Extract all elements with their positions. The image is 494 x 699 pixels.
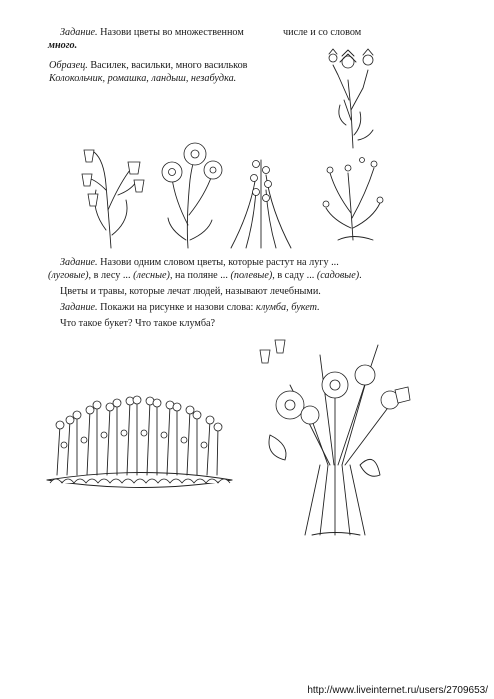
lily-of-the-valley-illustration [226, 150, 296, 250]
answer-field: (полевые) [230, 270, 273, 281]
task2-forest-prompt: , в лесу ... [88, 270, 131, 281]
task1-line1 [60, 27, 244, 39]
task3-line [60, 302, 320, 314]
task1-word: много. [48, 40, 78, 51]
task3-label: Задание. [60, 302, 98, 313]
task2-line2 [48, 270, 362, 282]
task3-words: клумба, букет. [255, 302, 320, 313]
chamomile-illustration [150, 140, 230, 250]
example-words: Колокольчик, ромашка, ландыш, незабудка. [49, 73, 237, 84]
task2-text: Назови одним словом цветы, которые растут на лугу ... [100, 257, 339, 268]
flowerbed-illustration [42, 395, 237, 500]
task2-line1 [60, 257, 339, 269]
bellflower-illustration [76, 140, 151, 250]
task2-end: . [359, 270, 362, 281]
task2-garden-prompt: , в саду ... [272, 270, 315, 281]
task2-label: Задание. [60, 257, 98, 268]
task2-field-prompt: , на поляне ... [169, 270, 228, 281]
medicinal-line: Цветы и травы, которые лечат людей, называют лечебными. [60, 286, 321, 297]
task1-text-b: числе и со словом [283, 27, 362, 38]
example-line1 [49, 60, 248, 72]
forget-me-not-illustration [318, 148, 393, 243]
task3-text: Покажи на рисунке и назови слова: [100, 302, 254, 313]
example-label: Образец. [49, 60, 88, 71]
answer-garden: (садовые) [316, 270, 360, 281]
bouquet-illustration [250, 325, 420, 540]
question-line: Что такое букет? Что такое клумба? [60, 318, 216, 329]
source-url: http://www.liveinternet.ru/users/2709653/ [307, 685, 488, 696]
cornflower-illustration [318, 40, 388, 150]
task1-label: Задание. [60, 27, 98, 38]
answer-forest: (лесные) [133, 270, 170, 281]
example-text: Василек, васильки, много васильков [90, 60, 248, 71]
task1-line1-end [283, 27, 361, 39]
task1-text-a: Назови цветы во множественном [100, 27, 244, 38]
answer-meadow: (луговые) [48, 270, 89, 281]
